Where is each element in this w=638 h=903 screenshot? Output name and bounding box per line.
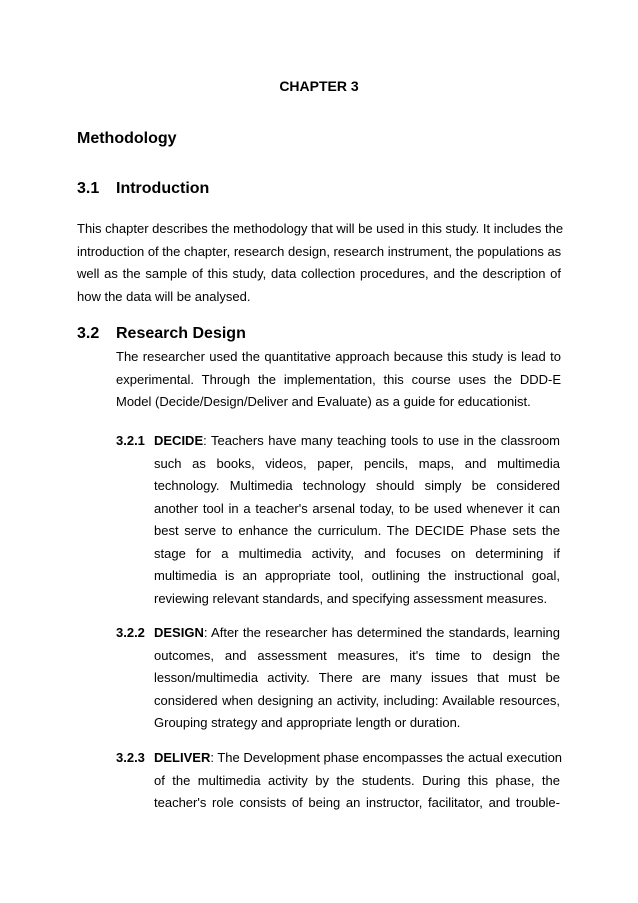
research-design-paragraph: [116, 346, 561, 414]
subsection-body: [154, 747, 563, 815]
subsection-number: 3.2.1: [116, 433, 145, 448]
section-title: Research Design: [116, 325, 246, 342]
section-heading-3-1: [77, 180, 209, 198]
subsection-keyword: DESIGN: [154, 625, 204, 640]
paragraph-line: The researcher used the quantitative approach because this study is lead to: [116, 349, 561, 364]
chapter-title: CHAPTER 3: [279, 78, 359, 94]
subsection-body: [154, 430, 560, 610]
subsection-keyword: DECIDE: [154, 433, 204, 448]
paragraph-line: of the multimedia activity by the students. During this phase, the: [154, 772, 560, 788]
paragraph-line: Model (Decide/Design/Deliver and Evaluate) as a guide for educationist.: [116, 394, 531, 409]
paragraph-line: well as the sample of this study, data collection procedures, and the description of: [77, 266, 561, 281]
paragraph-line: technology. Multimedia technology should simply be considered: [154, 478, 560, 493]
paragraph-line: [154, 430, 560, 453]
section-heading-3-2: [77, 325, 246, 343]
subsection-keyword: DELIVER: [154, 750, 211, 765]
paragraph-line-rest: : The Development phase encompasses the actual execution: [210, 750, 563, 765]
paragraph-line: teacher's role consists of being an instructor, facilitator, and trouble-: [154, 795, 560, 810]
paragraph-line: considered when designing an activity, including: Available resources,: [154, 692, 560, 708]
paragraph-line: [154, 747, 563, 770]
paragraph-line-rest: : Teachers have many teaching tools to use in the classroom: [203, 433, 560, 448]
paragraph-line: stage for a multimedia activity, and focuses on determining if: [154, 545, 560, 561]
subsection-number: 3.2.2: [116, 625, 145, 640]
section-title: Introduction: [116, 180, 210, 197]
paragraph-line: experimental. Through the implementation, this course uses the DDD-E: [116, 371, 561, 387]
paragraph-line: outcomes, and assessment measures, it's time to design the: [154, 647, 560, 663]
subsection-number: 3.2.3: [116, 750, 145, 765]
paragraph-line: multimedia is an appropriate tool, outlining the instructional goal,: [154, 568, 560, 583]
section-title-methodology: Methodology: [77, 130, 177, 147]
paragraph-line: best serve to enhance the curriculum. The DECIDE Phase sets the: [154, 523, 560, 538]
paragraph-line: This chapter describes the methodology that will be used in this study. It includes the: [77, 221, 564, 236]
paragraph-line: reviewing relevant standards, and specifying assessment measures.: [154, 590, 548, 606]
paragraph-line-rest: : After the researcher has determined the standards, learning: [203, 625, 560, 640]
paragraph-line: lesson/multimedia activity. There are many issues that must be: [154, 670, 560, 685]
paragraph-line: Grouping strategy and appropriate length or duration.: [154, 715, 461, 730]
paragraph-line: such as books, videos, paper, pencils, maps, and multimedia: [154, 455, 560, 471]
paragraph-line: another tool in a teacher's arsenal today, to be used whenever it can: [154, 500, 560, 516]
paragraph-line: how the data will be analysed.: [77, 288, 251, 304]
paragraph-line: introduction of the chapter, research design, research instrument, the populations as: [77, 243, 562, 259]
subsection-body: [154, 622, 560, 735]
section-number: 3.1: [77, 180, 100, 197]
section-number: 3.2: [77, 325, 100, 342]
paragraph-line: [154, 622, 560, 645]
introduction-paragraph: [77, 218, 564, 308]
